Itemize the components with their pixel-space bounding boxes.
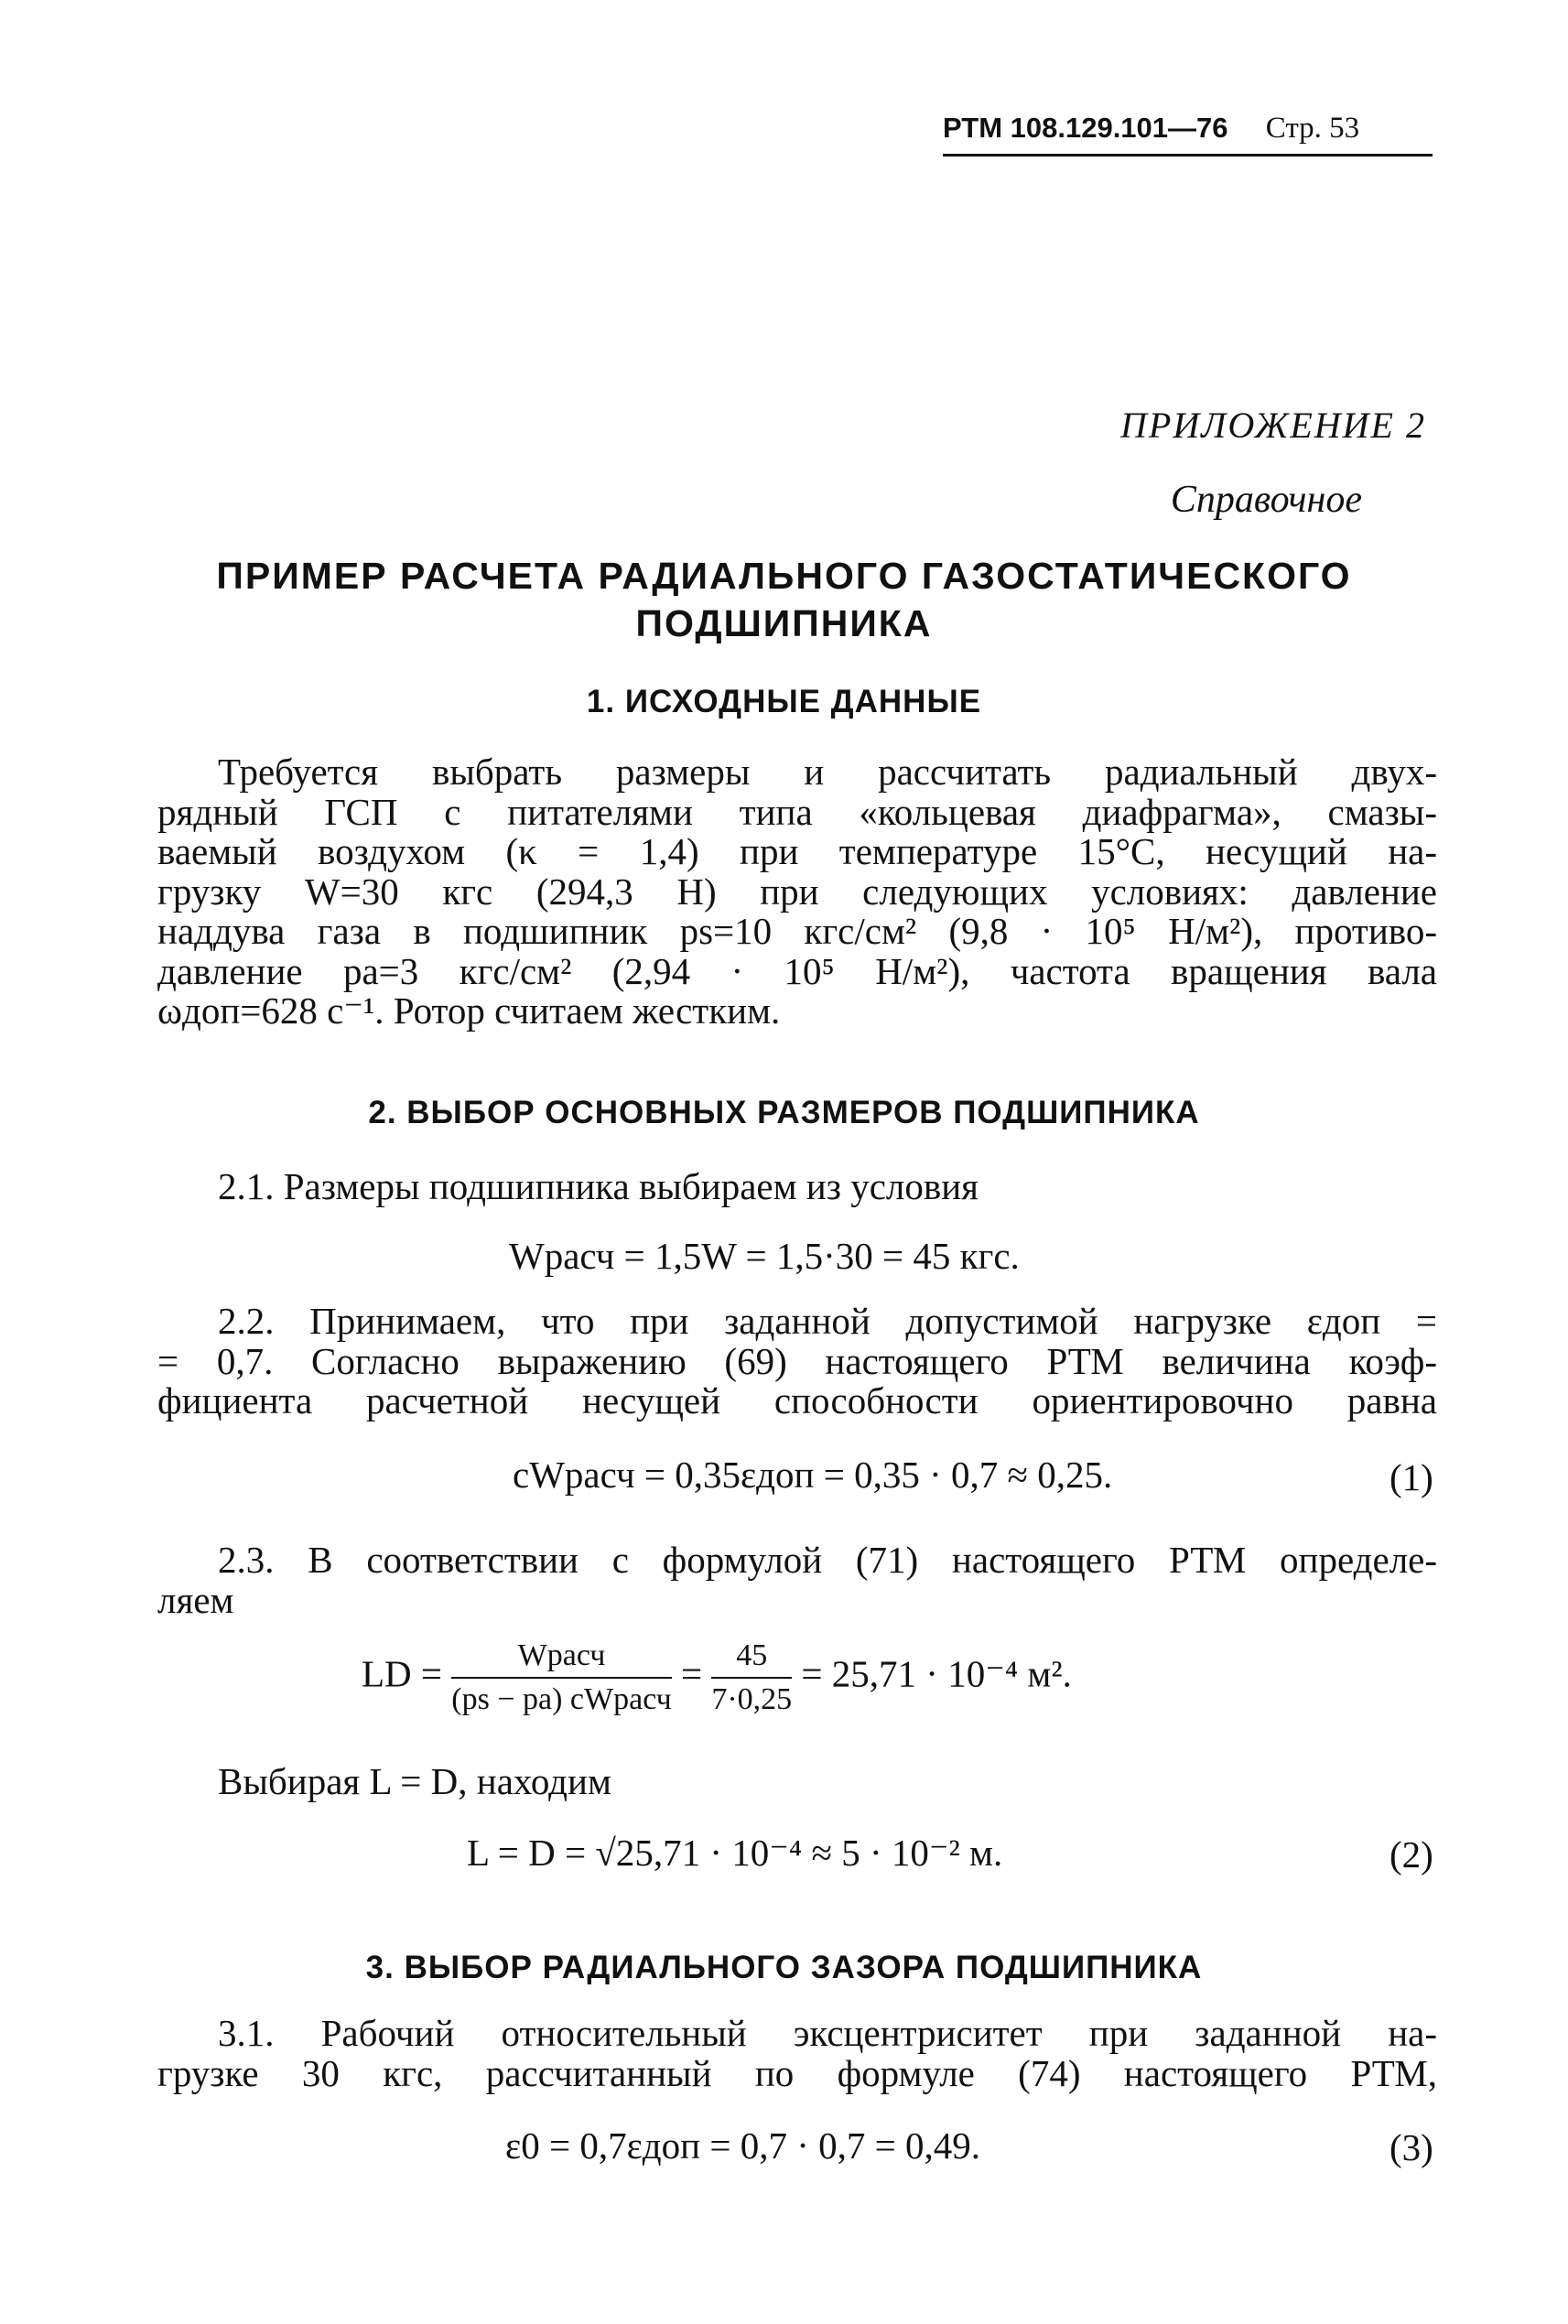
text-line: фициента расчетной несущей способности ориентировочно равна bbox=[157, 1379, 1437, 1421]
text-line: ляем bbox=[157, 1578, 234, 1621]
formula-ld-rhs: = 25,71 · 10⁻⁴ м². bbox=[801, 1652, 1072, 1695]
para-2-2 bbox=[157, 1302, 1437, 1421]
choose-line: Выбирая L = D, находим bbox=[218, 1760, 611, 1802]
header-rule bbox=[943, 154, 1433, 157]
page-number: Стр. 53 bbox=[1265, 112, 1360, 145]
fraction-numerator: 45 bbox=[711, 1638, 792, 1679]
running-header bbox=[943, 112, 1359, 146]
para-2-3 bbox=[157, 1540, 1437, 1620]
text-line: 2.3. В соответствии с формулой (71) настоящего РТМ определе- bbox=[218, 1539, 1437, 1581]
text-line: грузку W=30 кгс (294,3 Н) при следующих условиях: давление bbox=[157, 870, 1437, 913]
formula-ld: LD = $\frac{\text{Wрасч}}{\text{(ps − pa) cWрасч}}$ = $\frac{45}{7\cdot 0,25}$ = 25,71 · 10⁻⁴ м². bbox=[362, 1638, 1072, 1716]
text-line: 2.2. Принимаем, что при заданной допустимой нагрузке εдоп = bbox=[218, 1300, 1437, 1342]
fraction-symbolic bbox=[451, 1638, 671, 1717]
doc-code: РТМ 108.129.101—76 bbox=[943, 112, 1228, 144]
formula-2: L = D = √25,71 · 10⁻⁴ ≈ 5 · 10⁻² м. bbox=[467, 1832, 1003, 1874]
text-line: рядный ГСП с питателями типа «кольцевая диафрагма», смазы- bbox=[157, 790, 1437, 833]
equation-number-1: (1) bbox=[1390, 1456, 1433, 1498]
para-3-1 bbox=[157, 2014, 1437, 2093]
page-title-line2: ПОДШИПНИКА bbox=[635, 602, 933, 644]
para-2-1: 2.1. Размеры подшипника выбираем из условия bbox=[218, 1165, 979, 1207]
equation-number-3: (3) bbox=[1390, 2126, 1433, 2168]
appendix-kind: Справочное bbox=[1170, 479, 1362, 521]
text-line: грузке 30 кгс, рассчитанный по формуле (74) настоящего РТМ, bbox=[157, 2051, 1437, 2094]
formula-3: ε0 = 0,7εдоп = 0,7 · 0,7 = 0,49. bbox=[505, 2124, 981, 2167]
fraction-denominator: (ps − pa) cWрасч bbox=[451, 1682, 672, 1716]
section2-heading: 2. ВЫБОР ОСНОВНЫХ РАЗМЕРОВ ПОДШИПНИКА bbox=[368, 1095, 1200, 1130]
formula-ld-lhs: LD = bbox=[362, 1652, 443, 1695]
section1-paragraph bbox=[157, 752, 1437, 1032]
fraction-numeric bbox=[711, 1638, 792, 1717]
text-line: давление pa=3 кгс/см² (2,94 · 10⁵ Н/м²), частота вращения вала bbox=[157, 949, 1437, 992]
text-line: ваемый воздухом (κ = 1,4) при температуре 15°С, несущий на- bbox=[157, 830, 1437, 872]
text-line: наддува газа в подшипник ps=10 кгс/см² (9,8 · 10⁵ Н/м²), противо- bbox=[157, 910, 1437, 952]
text-line: ωдоп=628 с⁻¹. Ротор считаем жестким. bbox=[157, 989, 781, 1032]
formula-1: cWрасч = 0,35εдоп = 0,35 · 0,7 ≈ 0,25. bbox=[513, 1454, 1113, 1496]
text-line: 3.1. Рабочий относительный эксцентриситет при заданной на- bbox=[218, 2012, 1437, 2054]
equation-number-2: (2) bbox=[1390, 1833, 1433, 1875]
text-line: = 0,7. Согласно выражению (69) настоящего РТМ величина коэф- bbox=[157, 1339, 1437, 1382]
fraction-numerator: Wрасч bbox=[451, 1638, 671, 1679]
page-title-line1: ПРИМЕР РАСЧЕТА РАДИАЛЬНОГО ГАЗОСТАТИЧЕСКОГО bbox=[216, 555, 1352, 597]
text-line: Требуется выбрать размеры и рассчитать радиальный двух- bbox=[218, 751, 1437, 793]
section1-heading: 1. ИСХОДНЫЕ ДАННЫЕ bbox=[586, 684, 982, 719]
appendix-label: ПРИЛОЖЕНИЕ 2 bbox=[1120, 405, 1426, 446]
fraction-denominator: 7·0,25 bbox=[711, 1682, 793, 1716]
formula-w-calc: Wрасч = 1,5W = 1,5·30 = 45 кгс. bbox=[509, 1235, 1020, 1277]
section3-heading: 3. ВЫБОР РАДИАЛЬНОГО ЗАЗОРА ПОДШИПНИКА bbox=[365, 1950, 1203, 1985]
